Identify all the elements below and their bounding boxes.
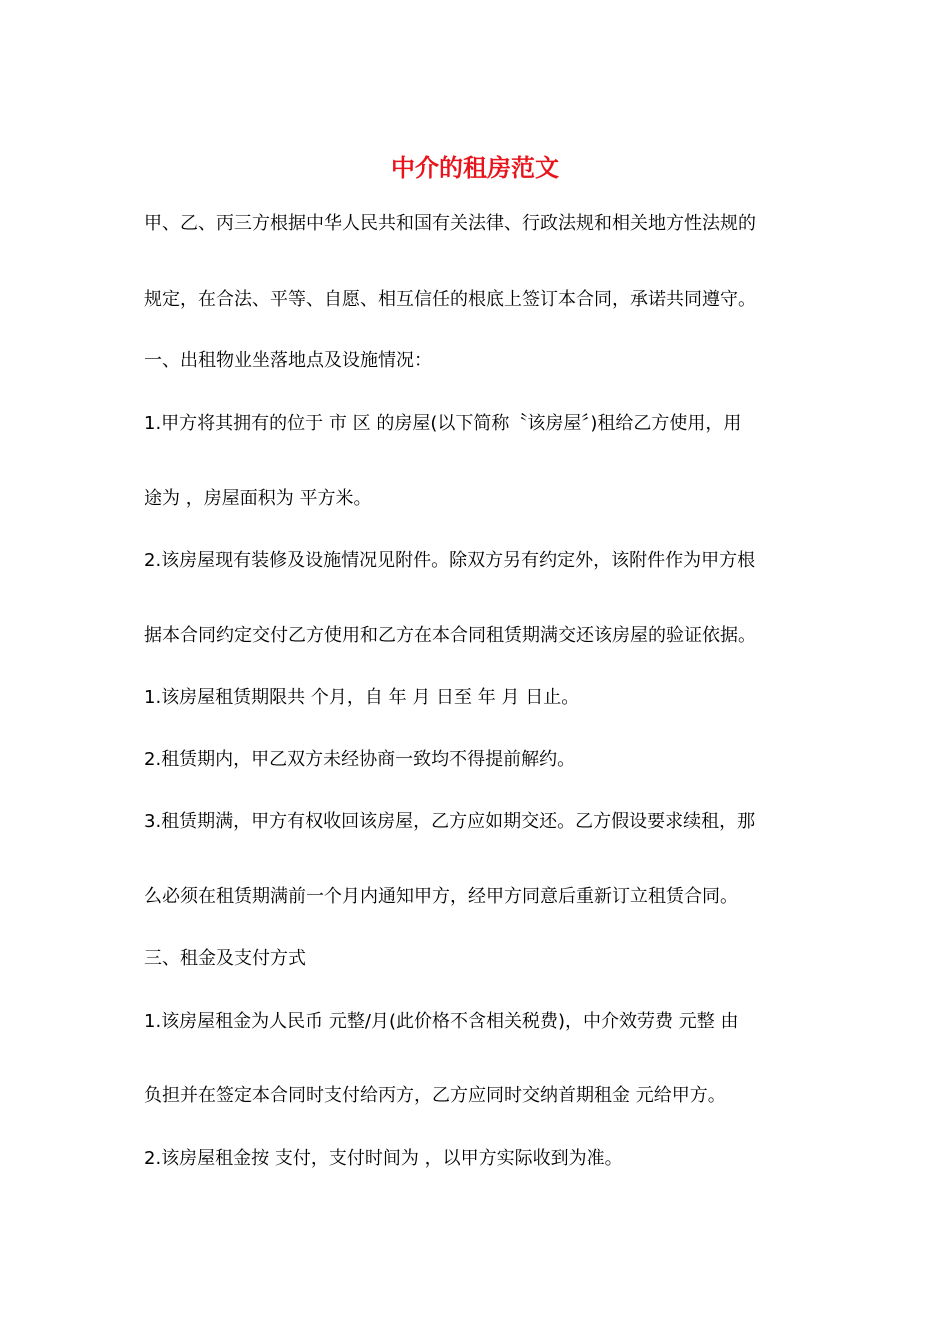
body-line: 3.租赁期满，甲方有权收回该房屋，乙方应如期交还。乙方假设要求续租，那 <box>144 811 756 832</box>
section-heading: 三、租金及支付方式 <box>144 948 306 969</box>
section-heading: 一、出租物业坐落地点及设施情况： <box>144 350 432 371</box>
body-line: 么必须在租赁期满前一个月内通知甲方，经甲方同意后重新订立租赁合同。 <box>144 886 738 907</box>
body-line: 2.该房屋租金按 支付，支付时间为 ，以甲方实际收到为准。 <box>144 1148 623 1169</box>
body-line: 1.该房屋租金为人民币 元整/月(此价格不含相关税费)，中介效劳费 元整 由 <box>144 1011 739 1032</box>
body-line: 2.该房屋现有装修及设施情况见附件。除双方另有约定外，该附件作为甲方根 <box>144 550 756 571</box>
body-line: 负担并在签定本合同时支付给丙方，乙方应同时交纳首期租金 元给甲方。 <box>144 1085 726 1106</box>
body-line: 据本合同约定交付乙方使用和乙方在本合同租赁期满交还该房屋的验证依据。 <box>144 625 756 646</box>
body-line: 1.该房屋租赁期限共 个月，自 年 月 日至 年 月 日止。 <box>144 687 580 708</box>
body-line: 规定，在合法、平等、自愿、相互信任的根底上签订本合同，承诺共同遵守。 <box>144 289 756 310</box>
body-line: 2.租赁期内，甲乙双方未经协商一致均不得提前解约。 <box>144 749 576 770</box>
document-title: 中介的租房范文 <box>391 153 559 182</box>
body-line: 1.甲方将其拥有的位于 市 区 的房屋(以下简称〝该房屋〞)租给乙方使用，用 <box>144 413 742 434</box>
body-line: 途为 ，房屋面积为 平方米。 <box>144 488 372 509</box>
body-line: 甲、乙、丙三方根据中华人民共和国有关法律、行政法规和相关地方性法规的 <box>144 213 756 234</box>
